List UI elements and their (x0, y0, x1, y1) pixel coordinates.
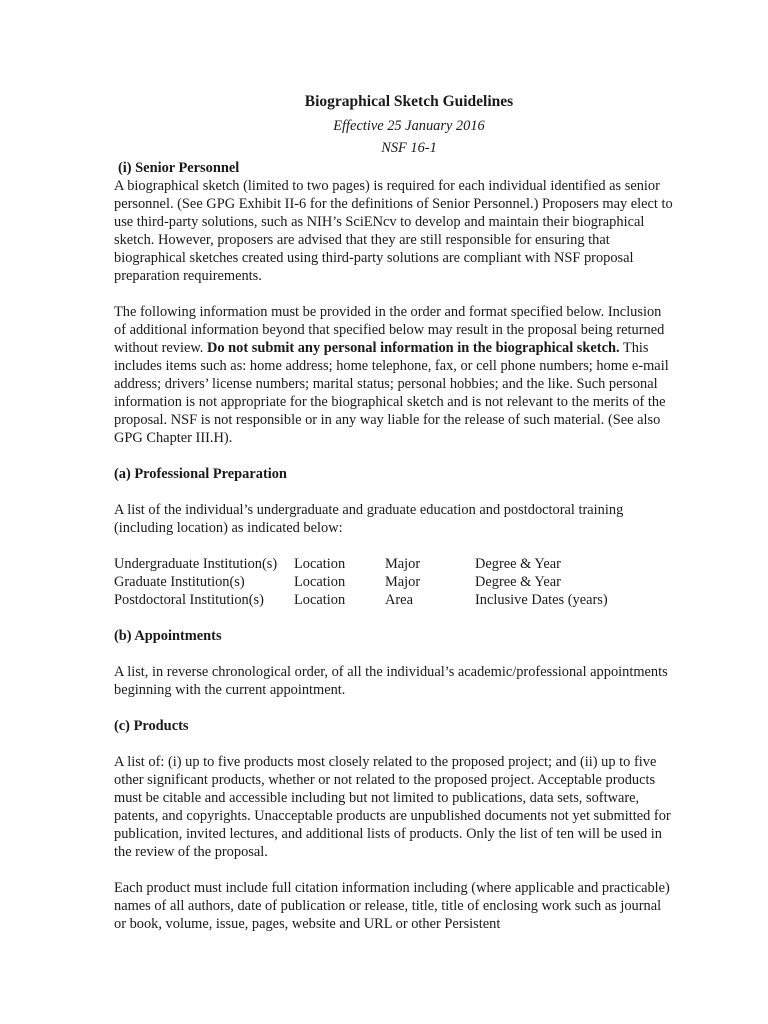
appointments-text: A list, in reverse chronological order, of all the individual’s academic/professional appointments beginning with the current appointment. (114, 664, 668, 698)
paragraph-2-start: The following information must be provided in the order and format specified below. Inclusion of additional information beyond that specified below may result in the proposal being returned without review. (114, 304, 665, 356)
appointments-heading: (b) Appointments (114, 628, 222, 644)
table-cell: Inclusive Dates (years) (475, 592, 608, 608)
table-cell: Graduate Institution(s) (114, 574, 245, 590)
table-row (114, 591, 608, 609)
products-paragraph-2: Each product must include full citation information including (where applicable and practicable) names of all authors, date of publication or release, title, title of enclosing work such as journal or book, volume, issue, pages, website and URL or other Persistent (114, 880, 670, 932)
table-row (114, 555, 608, 573)
products-heading: (c) Products (114, 718, 189, 734)
table-cell: Major (385, 574, 421, 590)
table-cell: Postdoctoral Institution(s) (114, 592, 264, 608)
senior-personnel-paragraph-2 (114, 303, 674, 447)
document-page (114, 92, 674, 933)
table-row (114, 573, 608, 591)
table-cell: Degree & Year (475, 574, 561, 590)
nsf-number: NSF 16-1 (381, 140, 437, 156)
document-title: Biographical Sketch Guidelines (304, 93, 514, 110)
senior-personnel-heading: (i) Senior Personnel (118, 160, 240, 176)
professional-preparation-heading: (a) Professional Preparation (114, 466, 287, 482)
products-paragraph-1: A list of: (i) up to five products most closely related to the proposed project; and (ii) up to five other significant products, whether or not related to the proposed project. Acceptable products must be citable and accessible including but not limited to publications, data sets, software, patents, and copyrights. Unacceptable products are unpublished documents not yet submitted for publication, invited lectures, and additional lists of products. Only the list of ten will be used in the review of the proposal. (114, 754, 671, 860)
paragraph-2-bold-warning: Do not submit any personal information in the biographical sketch. (206, 340, 620, 356)
education-table (114, 555, 608, 609)
table-cell: Degree & Year (475, 556, 561, 572)
paragraph-2-end: This includes items such as: home address; home telephone, fax, or cell phone numbers; home e-mail address; drivers’ license numbers; marital status; personal hobbies; and the like. Such personal information is not appropriate for the biographical sketch and is not relevant to the merits of the proposal. NSF is not responsible or in any way liable for the release of such material. (See also GPG Chapter III.H). (114, 340, 669, 446)
senior-personnel-paragraph-1: A biographical sketch (limited to two pages) is required for each individual identified as senior personnel. (See GPG Exhibit II-6 for the definitions of Senior Personnel.) Proposers may elect to use third-party solutions, such as NIH’s SciENcv to develop and maintain their biographical sketch. However, proposers are advised that they are still responsible for ensuring that biographical sketches created using third-party solutions are compliant with NSF proposal preparation requirements. (114, 178, 673, 284)
effective-date: Effective 25 January 2016 (333, 118, 485, 134)
table-cell: Location (294, 556, 346, 572)
table-cell: Major (385, 556, 421, 572)
table-cell: Location (294, 592, 346, 608)
professional-preparation-intro: A list of the individual’s undergraduate and graduate education and postdoctoral training (including location) as indicated below: (114, 502, 624, 536)
table-cell: Area (385, 592, 413, 608)
table-cell: Undergraduate Institution(s) (114, 556, 278, 572)
table-cell: Location (294, 574, 346, 590)
